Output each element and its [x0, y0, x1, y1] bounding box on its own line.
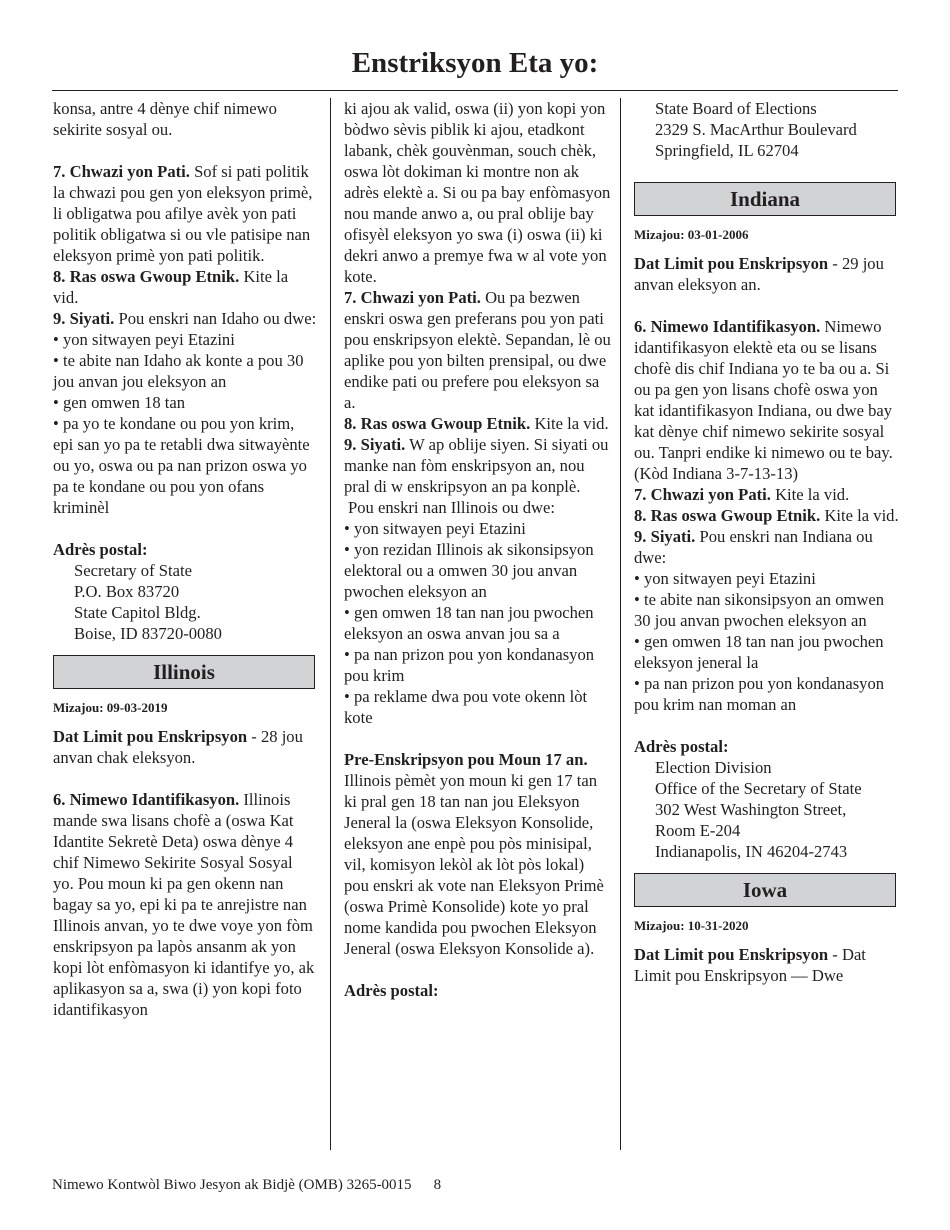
- address-line: Secretary of State: [74, 561, 192, 580]
- indiana-race-section: [634, 505, 900, 526]
- bullet-item: • yon rezidan Illinois ak sikonsipsyon elektoral ou a omwen 30 jou anvan pwochen eleksyon an: [344, 540, 594, 601]
- column-1: [53, 98, 317, 1020]
- state-heading-iowa: Iowa: [634, 873, 896, 907]
- preregistration-section: [344, 749, 612, 959]
- address-line: Election Division: [655, 758, 772, 777]
- bullet-item: • gen omwen 18 tan: [53, 393, 186, 412]
- section-text: - 29 jou anvan eleksyon an.: [634, 254, 884, 294]
- idaho-signature-section: [53, 308, 317, 329]
- indiana-signature-section: [634, 526, 900, 568]
- section-heading: Dat Limit pou Enskripsyon: [634, 254, 829, 273]
- section-text: Ou pa bezwen enskri oswa gen preferans pou yon pati pou enskripsyon elektè. Sepandan, lè ou aplike pou yon bilten prensipal, ou dwe endike pati ou prefere pou eleksyon sa a.: [344, 288, 611, 412]
- section-heading: Dat Limit pou Enskripsyon: [634, 945, 829, 964]
- section-heading: 8. Ras oswa Gwoup Etnik.: [634, 506, 821, 525]
- section-text: Illinois mande swa lisans chofè a (oswa Kat Idantite Sekretè Deta) oswa dènye 4 chif Nimewo Sekirite Sosyal Sosyal yo. Pou moun ki pa gen okenn nan bagay sa yo, epi ki pa te anrejistre nan Illinois anvan, yo te dwe voye yon fòm enskripsyon pa lapòs ansanm ak yon kopi lòt enfòmasyon ki idantifye yo, ak aplikasyon sa a, swa (i) yon kopi foto idantifikasyon: [53, 790, 315, 1019]
- bullet-item: • pa nan prizon pou yon kondanasyon pou krim: [344, 645, 595, 685]
- address-label: Adrès postal:: [344, 981, 439, 1000]
- page-footer: [52, 1175, 463, 1195]
- bullet-item: • gen omwen 18 tan nan jou pwochen eleksyon an oswa anvan jou sa a: [344, 603, 594, 643]
- page-title: Enstriksyon Eta yo:: [351, 47, 599, 79]
- address-line: P.O. Box 83720: [74, 582, 180, 601]
- bullet-item: • te abite nan Idaho ak konte a pou 30 jou anvan jou eleksyon an: [53, 351, 304, 391]
- update-date: Mizajou: 09-03-2019: [53, 700, 168, 715]
- bullet-item: • te abite nan sikonsipsyon an omwen 30 jou anvan pwochen eleksyon an: [634, 590, 885, 630]
- bullet-item: • yon sitwayen peyi Etazini: [53, 330, 235, 349]
- idaho-party-section: [53, 161, 317, 266]
- address-line: Springfield, IL 62704: [655, 141, 799, 160]
- section-text: Sof si pati politik la chwazi pou gen yon eleksyon primè, li obligatwa pou afilye avèk yon pati politik obligatwa si ou vle patisipe nan eleksyon primè yon pati politik.: [53, 162, 313, 265]
- section-text: - Dat Limit pou Enskripsyon — Dwe: [634, 945, 866, 985]
- section-text: Nimewo idantifikasyon elektè eta ou se lisans chofè dis chif Indiana yo te ba ou a. Si ou pa gen yon lisans chofè oswa yon kat idantifikasyon Indiana, ou dwe bay kat dènye chif nimewo sekirite sosyal ou. Tanpri endike ki nimewo ou te bay. (Kòd Indiana 3-7-13-13): [634, 317, 893, 483]
- section-text: Kite la vid.: [824, 506, 899, 525]
- address-line: Office of the Secretary of State: [655, 779, 862, 798]
- section-text: Kite la vid.: [53, 267, 289, 307]
- illinois-signature-section: [344, 434, 612, 497]
- section-heading: 9. Siyati.: [344, 435, 406, 454]
- bullet-item: • gen omwen 18 tan nan jou pwochen eleksyon jeneral la: [634, 632, 884, 672]
- section-text: - 28 jou anvan chak eleksyon.: [53, 727, 303, 767]
- address-label: Adrès postal:: [53, 540, 148, 559]
- section-heading: 7. Chwazi yon Pati.: [344, 288, 481, 307]
- bullet-item: • pa nan prizon pou yon kondanasyon pou krim nan moman an: [634, 674, 885, 714]
- state-heading-indiana: Indiana: [634, 182, 896, 216]
- section-text: Illinois pèmèt yon moun ki gen 17 tan ki pral gen 18 tan nan jou Eleksyon Jeneral la (oswa Eleksyon Konsolide, eleksyon ane enpè pou pòs minisipal, vil, komisyon lekòl ak lòt pòs lokal) pou enskri ak vote nan Eleksyon Primè (oswa Primè Konsolide) kote yo pral nome kandida pou pwochen Eleksyon Jeneral (oswa Eleksyon Konsolide a).: [344, 771, 604, 958]
- state-heading-illinois: Illinois: [53, 655, 315, 689]
- section-text: Pou enskri nan Indiana ou dwe:: [634, 527, 873, 567]
- indiana-party-section: [634, 484, 900, 505]
- section-heading: 6. Nimewo Idantifikasyon.: [634, 317, 821, 336]
- update-date: Mizajou: 10-31-2020: [634, 918, 749, 933]
- address-line: Room E-204: [655, 821, 741, 840]
- column-divider: [330, 98, 331, 1150]
- section-heading: 7. Chwazi yon Pati.: [634, 485, 771, 504]
- illinois-race-section: [344, 413, 612, 434]
- bullet-item: • pa yo te kondane ou pou yon krim, epi san yo pa te retabli dwa sitwayènte ou yo, oswa ou pa nan prizon oswa yo pa te kondane ou pou yon ofans kriminèl: [53, 414, 310, 517]
- section-text: Kite la vid.: [534, 414, 609, 433]
- section-heading: Dat Limit pou Enskripsyon: [53, 727, 248, 746]
- illinois-party-section: [344, 287, 612, 413]
- section-text: Kite la vid.: [775, 485, 850, 504]
- column-3: [634, 98, 900, 986]
- section-heading: 8. Ras oswa Gwoup Etnik.: [53, 267, 240, 286]
- column-2: [344, 98, 612, 1001]
- column-divider: [620, 98, 621, 1150]
- section-text: W ap oblije siyen. Si siyati ou manke nan fòm enskripsyon an, nou pral di w enskripsyon an pa konplè.: [344, 435, 609, 496]
- address-line: State Capitol Bldg.: [74, 603, 201, 622]
- illinois-id-section: [53, 789, 317, 1020]
- address-line: Boise, ID 83720-0080: [74, 624, 222, 643]
- section-heading: Pre-Enskripsyon pou Moun 17 an.: [344, 750, 588, 769]
- idaho-id-continuation: konsa, antre 4 dènye chif nimewo sekirite sosyal ou.: [53, 99, 277, 139]
- section-heading: 7. Chwazi yon Pati.: [53, 162, 190, 181]
- update-date: Mizajou: 03-01-2006: [634, 227, 749, 242]
- page-number: 8: [433, 1177, 442, 1193]
- omb-control-number: Nimewo Kontwòl Biwo Jesyon ak Bidjè (OMB) 3265-0015: [52, 1177, 412, 1193]
- section-heading: 9. Siyati.: [634, 527, 696, 546]
- bullet-item: • yon sitwayen peyi Etazini: [344, 519, 526, 538]
- bullet-item: • pa reklame dwa pou vote okenn lòt kote: [344, 687, 588, 727]
- section-text: Pou enskri nan Idaho ou dwe:: [118, 309, 317, 328]
- indiana-deadline: [634, 253, 900, 295]
- requirements-intro: Pou enskri nan Illinois ou dwe:: [348, 498, 555, 517]
- address-line: 2329 S. MacArthur Boulevard: [655, 120, 857, 139]
- indiana-id-section: [634, 316, 900, 484]
- illinois-deadline: [53, 726, 317, 768]
- address-line: Indianapolis, IN 46204-2743: [655, 842, 848, 861]
- section-heading: 8. Ras oswa Gwoup Etnik.: [344, 414, 531, 433]
- title-rule: [52, 90, 898, 91]
- bullet-item: • yon sitwayen peyi Etazini: [634, 569, 816, 588]
- iowa-deadline: [634, 944, 900, 986]
- address-line: State Board of Elections: [655, 99, 817, 118]
- section-heading: 9. Siyati.: [53, 309, 115, 328]
- idaho-race-section: [53, 266, 317, 308]
- address-line: 302 West Washington Street,: [655, 800, 847, 819]
- section-heading: 6. Nimewo Idantifikasyon.: [53, 790, 240, 809]
- address-label: Adrès postal:: [634, 737, 729, 756]
- illinois-id-continuation: ki ajou ak valid, oswa (ii) yon kopi yon bòdwo sèvis piblik ki ajou, etadkont labank, chèk gouvènman, souch chèk, oswa lòt dokiman ki montre non ak adrès elektè a. Si ou pa bay enfòmasyon nou mande anwo a, ou pral oblije bay ofisyèl eleksyon yo swa (i) oswa (ii) ki dekri anwo a premye fwa w al vote yon kote.: [344, 99, 611, 286]
